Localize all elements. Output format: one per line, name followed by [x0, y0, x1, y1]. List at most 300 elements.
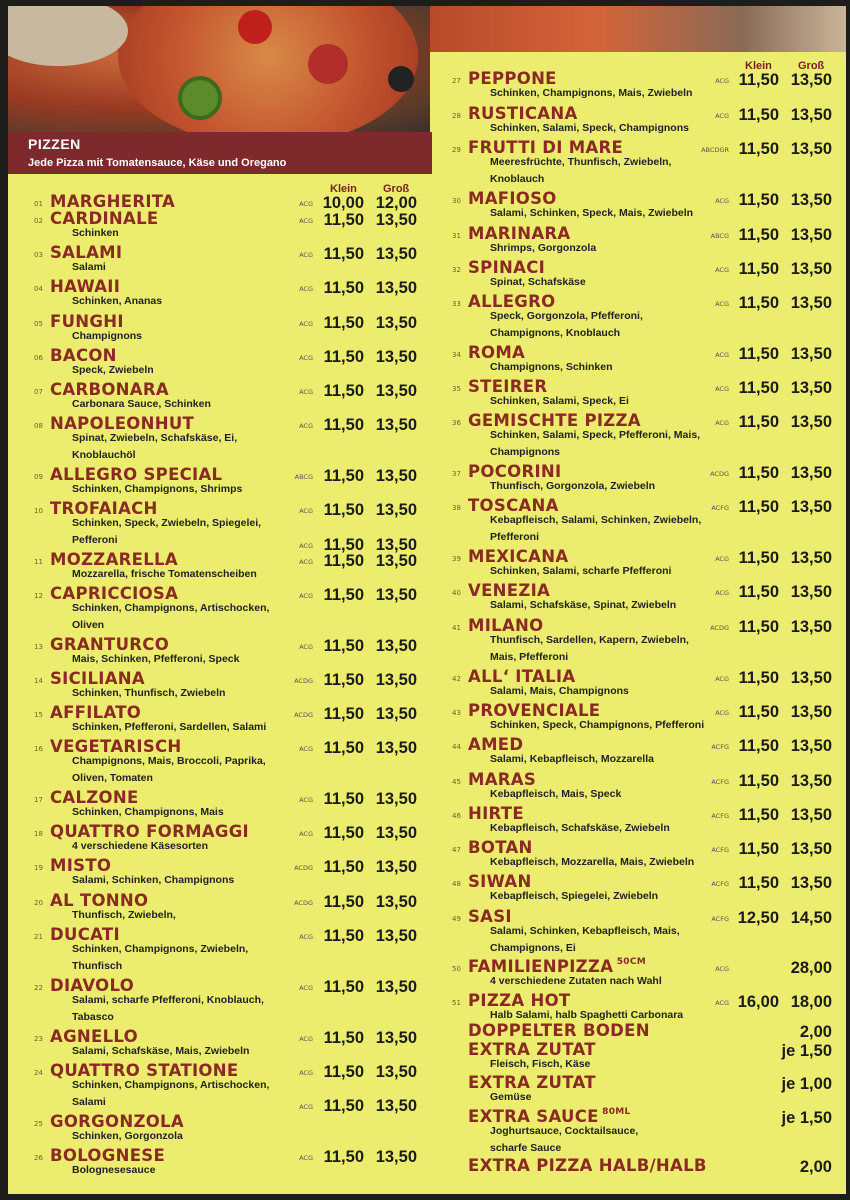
item-ingredients: Thunfisch, Gorgonzola, Zwiebeln [490, 480, 656, 492]
price-small: 11,50 [738, 772, 779, 790]
price-small: 11,50 [738, 498, 779, 516]
item-number: 22 [34, 984, 43, 992]
price-large: 13,50 [790, 345, 832, 363]
price-large: 28,00 [790, 959, 832, 977]
price-large: 13,50 [790, 260, 832, 278]
item-number: 07 [34, 388, 43, 396]
item-ingredients: Salami, Schinken, Speck, Mais, Zwiebeln [490, 207, 694, 219]
item-ingredients: Kebapfleisch, Mozzarella, Mais, Zwiebeln [490, 856, 695, 868]
price-small: 11,50 [323, 978, 364, 996]
allergen-codes: ACG [299, 1154, 313, 1162]
price-small: 11,50 [323, 1148, 364, 1166]
item-number: 49 [452, 915, 461, 923]
item-name: HAWAII [50, 277, 121, 296]
menu-item [452, 1107, 832, 1154]
item-number: 15 [34, 711, 43, 719]
allergen-codes: ACG [299, 1035, 313, 1043]
item-ingredients: Carbonara Sauce, Schinken [72, 398, 211, 410]
allergen-codes: ACG [715, 965, 729, 973]
item-ingredients: Kebapfleisch, Schafskäse, Zwiebeln [490, 822, 670, 834]
item-name: MEXICANA [468, 547, 569, 566]
item-ingredients: Champignons, Ei [490, 942, 576, 954]
allergen-codes: ACG [299, 643, 313, 651]
item-ingredients: Fleisch, Fisch, Käse [490, 1058, 591, 1070]
item-number: 03 [34, 251, 43, 259]
item-name: EXTRA ZUTAT [468, 1073, 596, 1092]
item-number: 28 [452, 112, 461, 120]
price-large: 13,50 [375, 536, 417, 554]
item-number: 06 [34, 354, 43, 362]
item-name: SALAMI [50, 243, 123, 262]
price-small: 11,50 [738, 140, 779, 158]
item-ingredients: Salami, Kebapfleisch, Mozzarella [490, 753, 654, 765]
allergen-codes: ABCG [294, 473, 313, 481]
price-small: 11,50 [323, 467, 364, 485]
allergen-codes: ABCG [710, 232, 729, 240]
allergen-codes: ACG [299, 984, 313, 992]
price-small: 11,50 [738, 71, 779, 89]
item-ingredients: Schinken [72, 227, 119, 239]
item-name: PEPPONE [468, 69, 557, 88]
price-small: 11,50 [738, 191, 779, 209]
item-name: PROVENCIALE [468, 701, 601, 720]
allergen-codes: ACFG [711, 812, 729, 820]
price-large: 18,00 [790, 993, 832, 1011]
allergen-codes: ACFG [711, 846, 729, 854]
item-number: 42 [452, 675, 461, 683]
price-large: 13,50 [790, 806, 832, 824]
item-ingredients: Bolognesesauce [72, 1164, 156, 1176]
price-large: 13,50 [375, 211, 417, 229]
item-ingredients: 4 verschiedene Zutaten nach Wahl [490, 975, 662, 987]
item-name-text: FAMILIENPIZZA [468, 957, 614, 976]
price-small: 11,50 [738, 345, 779, 363]
price-small: 12,50 [737, 909, 779, 927]
price-small: 11,50 [738, 618, 779, 636]
price-small: 11,50 [738, 413, 779, 431]
allergen-codes: ACG [715, 385, 729, 393]
item-ingredients: Oliven, Tomaten [72, 772, 153, 784]
price-large: 13,50 [790, 106, 832, 124]
price-large: 13,50 [375, 858, 417, 876]
allergen-codes: ACG [299, 200, 313, 208]
item-number: 29 [452, 146, 461, 154]
item-ingredients: Schinken, Champignons, Mais, Zwiebeln [490, 87, 693, 99]
allergen-codes: ABCDGR [701, 146, 729, 154]
item-number: 01 [34, 200, 43, 208]
allergen-codes: ACFG [711, 778, 729, 786]
allergen-codes: ACFG [711, 915, 729, 923]
price-large: 13,50 [790, 71, 832, 89]
price-large: 13,50 [790, 140, 832, 158]
allergen-codes: ACG [715, 419, 729, 427]
price-large: 13,50 [375, 314, 417, 332]
price-small: 11,50 [323, 245, 364, 263]
item-name: GRANTURCO [50, 635, 170, 654]
allergen-codes: ACG [715, 197, 729, 205]
item-name: BOLOGNESE [50, 1146, 166, 1165]
item-number: 46 [452, 812, 461, 820]
price-small: 11,50 [323, 705, 364, 723]
item-ingredients: 4 verschiedene Käsesorten [72, 840, 208, 852]
price-small: 11,50 [738, 549, 779, 567]
price-large: je 1,00 [781, 1075, 832, 1093]
item-ingredients: Schinken, Pfefferoni, Sardellen, Salami [72, 721, 267, 733]
item-number: 34 [452, 351, 461, 359]
price-large: 13,50 [790, 772, 832, 790]
item-name: CARDINALE [50, 209, 159, 228]
item-number: 39 [452, 555, 461, 563]
menu-item [452, 1073, 832, 1103]
item-name: GORGONZOLA [50, 1112, 184, 1131]
item-ingredients: Schinken, Speck, Champignons, Pfefferoni [490, 719, 705, 731]
price-large: 13,50 [375, 637, 417, 655]
item-ingredients: Salami, Schafskäse, Spinat, Zwiebeln [490, 599, 677, 611]
price-large: 13,50 [375, 893, 417, 911]
item-ingredients: Salami, Schinken, Kebapfleisch, Mais, [490, 925, 680, 937]
item-name: GEMISCHTE PIZZA [468, 411, 641, 430]
allergen-codes: ACG [715, 77, 729, 85]
allergen-codes: ACFG [711, 504, 729, 512]
item-number: 51 [452, 999, 461, 1007]
item-ingredients: Schinken, Gorgonzola [72, 1130, 183, 1142]
price-large: 13,50 [375, 586, 417, 604]
item-ingredients: Salami, Schinken, Champignons [72, 874, 235, 886]
item-ingredients: Speck, Zwiebeln [72, 364, 154, 376]
item-ingredients: Schinken, Salami, scharfe Pfefferoni [490, 565, 672, 577]
item-name [468, 957, 646, 976]
item-number: 13 [34, 643, 43, 651]
item-number: 09 [34, 473, 43, 481]
allergen-codes: ACDG [294, 677, 313, 685]
item-number: 32 [452, 266, 461, 274]
item-number: 27 [452, 77, 461, 85]
item-number: 36 [452, 419, 461, 427]
price-large: 13,50 [375, 552, 417, 570]
item-number: 05 [34, 320, 43, 328]
item-number: 19 [34, 864, 43, 872]
col-header-small-right: Klein [745, 60, 772, 72]
price-large: je 1,50 [781, 1109, 832, 1127]
price-large: 13,50 [375, 1097, 417, 1115]
item-ingredients: Kebapfleisch, Spiegelei, Zwiebeln [490, 890, 659, 902]
item-ingredients: Champignons, Schinken [490, 361, 613, 373]
price-large: 13,50 [375, 382, 417, 400]
item-name: AL TONNO [50, 891, 149, 910]
item-name: SIWAN [468, 872, 532, 891]
item-number: 21 [34, 933, 43, 941]
item-name: CAPRICCIOSA [50, 584, 179, 603]
price-large: 13,50 [375, 348, 417, 366]
price-small: 11,50 [323, 536, 364, 554]
item-ingredients: Schinken, Champignons, Artischocken, [72, 602, 270, 614]
allergen-codes: ACG [299, 542, 313, 550]
price-small: 11,50 [323, 416, 364, 434]
price-large: 2,00 [799, 1158, 832, 1176]
price-small: 11,50 [738, 464, 779, 482]
price-small: 10,00 [322, 194, 364, 212]
item-number: 24 [34, 1069, 43, 1077]
price-large: 13,50 [375, 978, 417, 996]
item-ingredients: Pefferoni [72, 534, 118, 546]
menu-page [8, 6, 846, 1194]
allergen-codes: ACG [299, 507, 313, 515]
allergen-codes: ACDG [710, 624, 729, 632]
item-ingredients: Thunfisch [72, 960, 123, 972]
item-number: 43 [452, 709, 461, 717]
price-small: 11,50 [323, 279, 364, 297]
price-large: 13,50 [790, 498, 832, 516]
item-name: NAPOLEONHUT [50, 414, 195, 433]
price-large: 13,50 [375, 1029, 417, 1047]
price-large: 13,50 [790, 583, 832, 601]
price-small: 11,50 [323, 1097, 364, 1115]
item-name: TROFAIACH [50, 499, 158, 518]
item-name: CALZONE [50, 788, 139, 807]
item-ingredients: Knoblauch [490, 173, 545, 185]
price-small: 11,50 [323, 1063, 364, 1081]
item-name: AFFILATO [50, 703, 142, 722]
price-small: 11,50 [738, 840, 779, 858]
price-large: 13,50 [790, 737, 832, 755]
price-large: 13,50 [790, 669, 832, 687]
item-number: 35 [452, 385, 461, 393]
item-ingredients: Schinken, Ananas [72, 295, 163, 307]
item-name: POCORINI [468, 462, 562, 481]
item-ingredients: Champignons [490, 446, 560, 458]
allergen-codes: ACG [715, 709, 729, 717]
allergen-codes: ACG [299, 830, 313, 838]
item-ingredients: Schinken, Champignons, Shrimps [72, 483, 243, 495]
allergen-codes: ACG [299, 933, 313, 941]
price-large: 13,50 [790, 413, 832, 431]
price-large: 13,50 [375, 824, 417, 842]
item-name: ALL‘ ITALIA [468, 667, 576, 686]
item-name: AMED [468, 735, 524, 754]
price-large: 13,50 [790, 874, 832, 892]
item-name: MARINARA [468, 224, 571, 243]
item-ingredients: Tabasco [72, 1011, 114, 1023]
item-ingredients: Schinken, Speck, Zwiebeln, Spiegelei, [72, 517, 262, 529]
price-small: 11,50 [323, 314, 364, 332]
item-ingredients: Schinken, Champignons, Mais [72, 806, 224, 818]
allergen-codes: ACG [299, 1069, 313, 1077]
price-large: 13,50 [375, 467, 417, 485]
item-ingredients: Spinat, Zwiebeln, Schafskäse, Ei, [72, 432, 238, 444]
item-number: 33 [452, 300, 461, 308]
item-name: DOPPELTER BODEN [468, 1021, 650, 1040]
item-size-note: 80ML [598, 1107, 631, 1117]
price-large: 13,50 [375, 790, 417, 808]
item-name: DUCATI [50, 925, 120, 944]
item-ingredients: Salami, Mais, Champignons [490, 685, 629, 697]
price-large: 12,00 [375, 194, 417, 212]
price-small: 11,50 [323, 790, 364, 808]
item-name: STEIRER [468, 377, 548, 396]
price-large: 13,50 [375, 1063, 417, 1081]
item-name: AGNELLO [50, 1027, 138, 1046]
price-small: 11,50 [323, 1029, 364, 1047]
price-small: 16,00 [737, 993, 779, 1011]
price-small: 11,50 [738, 703, 779, 721]
item-number: 10 [34, 507, 43, 515]
menu-item [452, 1156, 832, 1176]
item-ingredients: Schinken, Salami, Speck, Pfefferoni, Mais, [490, 429, 701, 441]
price-small: 11,50 [323, 552, 364, 570]
col-header-small-left: Klein [330, 183, 357, 195]
allergen-codes: ACDG [294, 864, 313, 872]
section-banner [8, 132, 432, 174]
allergen-codes: ACG [299, 251, 313, 259]
allergen-codes: ACG [299, 1103, 313, 1111]
price-large: 13,50 [790, 191, 832, 209]
price-large: 13,50 [375, 705, 417, 723]
item-ingredients: Schinken, Champignons, Artischocken, [72, 1079, 270, 1091]
allergen-codes: ACG [715, 351, 729, 359]
price-small: 11,50 [323, 211, 364, 229]
menu-item [452, 1021, 832, 1041]
allergen-codes: ACG [299, 388, 313, 396]
price-large: 13,50 [790, 226, 832, 244]
item-number: 08 [34, 422, 43, 430]
item-name: EXTRA PIZZA HALB/HALB [468, 1156, 707, 1175]
price-small: 11,50 [323, 637, 364, 655]
item-name: MARAS [468, 770, 537, 789]
price-large: 2,00 [799, 1023, 832, 1041]
item-name: PIZZA HOT [468, 991, 571, 1010]
pizza-photo [8, 6, 430, 134]
price-small: 11,50 [738, 260, 779, 278]
price-small: 11,50 [323, 586, 364, 604]
allergen-codes: ACG [299, 354, 313, 362]
item-number: 26 [34, 1154, 43, 1162]
item-number: 47 [452, 846, 461, 854]
item-name: VENEZIA [468, 581, 551, 600]
allergen-codes: ACG [299, 217, 313, 225]
price-large: 13,50 [790, 703, 832, 721]
price-small: 11,50 [323, 858, 364, 876]
item-ingredients: Schinken, Salami, Speck, Champignons [490, 122, 689, 134]
item-number: 48 [452, 880, 461, 888]
allergen-codes: ACDG [710, 470, 729, 478]
item-name: DIAVOLO [50, 976, 135, 995]
item-name: VEGETARISCH [50, 737, 182, 756]
price-large: 13,50 [790, 464, 832, 482]
item-name: ALLEGRO [468, 292, 556, 311]
price-small: 11,50 [323, 824, 364, 842]
item-number: 25 [34, 1120, 43, 1128]
price-large: 14,50 [790, 909, 832, 927]
price-small: 11,50 [738, 669, 779, 687]
item-ingredients: Schinken, Thunfisch, Zwiebeln [72, 687, 226, 699]
item-ingredients: Schinken, Salami, Speck, Ei [490, 395, 629, 407]
item-ingredients: Mais, Pfefferoni [490, 651, 569, 663]
allergen-codes: ACG [715, 266, 729, 274]
item-number: 16 [34, 745, 43, 753]
price-large: 13,50 [375, 1148, 417, 1166]
item-number: 41 [452, 624, 461, 632]
item-number: 11 [34, 558, 43, 566]
item-number: 14 [34, 677, 43, 685]
item-size-note: 50CM [613, 957, 646, 967]
allergen-codes: ACFG [711, 880, 729, 888]
item-name: MISTO [50, 856, 112, 875]
item-ingredients: Salami, Schafskäse, Mais, Zwiebeln [72, 1045, 250, 1057]
item-ingredients: Spinat, Schafskäse [490, 276, 586, 288]
item-name: QUATTRO FORMAGGI [50, 822, 249, 841]
item-name: FUNGHI [50, 312, 124, 331]
price-large: 13,50 [375, 245, 417, 263]
item-number: 31 [452, 232, 461, 240]
item-ingredients: Oliven [72, 619, 105, 631]
item-name: TOSCANA [468, 496, 559, 515]
price-large: 13,50 [790, 618, 832, 636]
allergen-codes: ACDG [294, 711, 313, 719]
allergen-codes: ACG [299, 422, 313, 430]
col-header-large-right: Groß [798, 60, 825, 72]
item-ingredients: Salami [72, 261, 106, 273]
allergen-codes: ACG [299, 796, 313, 804]
price-small: 11,50 [323, 671, 364, 689]
item-name: ALLEGRO SPECIAL [50, 465, 223, 484]
item-ingredients: Knoblauchöl [72, 449, 136, 461]
item-ingredients: Speck, Gorgonzola, Pfefferoni, [490, 310, 643, 322]
item-ingredients: Salami [72, 1096, 106, 1108]
item-number: 44 [452, 743, 461, 751]
item-name: ROMA [468, 343, 526, 362]
price-small: 11,50 [738, 379, 779, 397]
price-large: 13,50 [375, 501, 417, 519]
item-name: HIRTE [468, 804, 524, 823]
price-large: je 1,50 [781, 1042, 832, 1060]
item-name: CARBONARA [50, 380, 169, 399]
item-number: 50 [452, 965, 461, 973]
item-name: BOTAN [468, 838, 533, 857]
allergen-codes: ACG [299, 320, 313, 328]
item-ingredients: Champignons, Knoblauch [490, 327, 621, 339]
price-small: 11,50 [738, 806, 779, 824]
allergen-codes: ACG [715, 112, 729, 120]
item-number: 12 [34, 592, 43, 600]
price-small: 11,50 [738, 737, 779, 755]
item-name: RUSTICANA [468, 104, 578, 123]
item-name: FRUTTI DI MARE [468, 138, 624, 157]
item-number: 20 [34, 899, 43, 907]
item-number: 17 [34, 796, 43, 804]
price-large: 13,50 [790, 294, 832, 312]
price-large: 13,50 [375, 739, 417, 757]
allergen-codes: ACG [715, 675, 729, 683]
price-small: 11,50 [738, 583, 779, 601]
allergen-codes: ACG [715, 589, 729, 597]
item-number: 30 [452, 197, 461, 205]
item-name: MILANO [468, 616, 544, 635]
price-large: 13,50 [375, 416, 417, 434]
allergen-codes: ACG [299, 558, 313, 566]
item-name [468, 1107, 631, 1126]
item-ingredients: Mozzarella, frische Tomatenscheiben [72, 568, 257, 580]
item-number: 02 [34, 217, 43, 225]
item-ingredients: Kebapfleisch, Salami, Schinken, Zwiebeln, [490, 514, 702, 526]
pizza-photo-right [430, 6, 846, 52]
item-name: SICILIANA [50, 669, 145, 688]
item-number: 38 [452, 504, 461, 512]
price-small: 11,50 [323, 893, 364, 911]
item-ingredients: scharfe Sauce [490, 1142, 562, 1154]
price-small: 11,50 [323, 382, 364, 400]
section-subtitle: Jede Pizza mit Tomatensauce, Käse und Oregano [28, 157, 287, 169]
item-ingredients: Thunfisch, Sardellen, Kapern, Zwiebeln, [490, 634, 689, 646]
